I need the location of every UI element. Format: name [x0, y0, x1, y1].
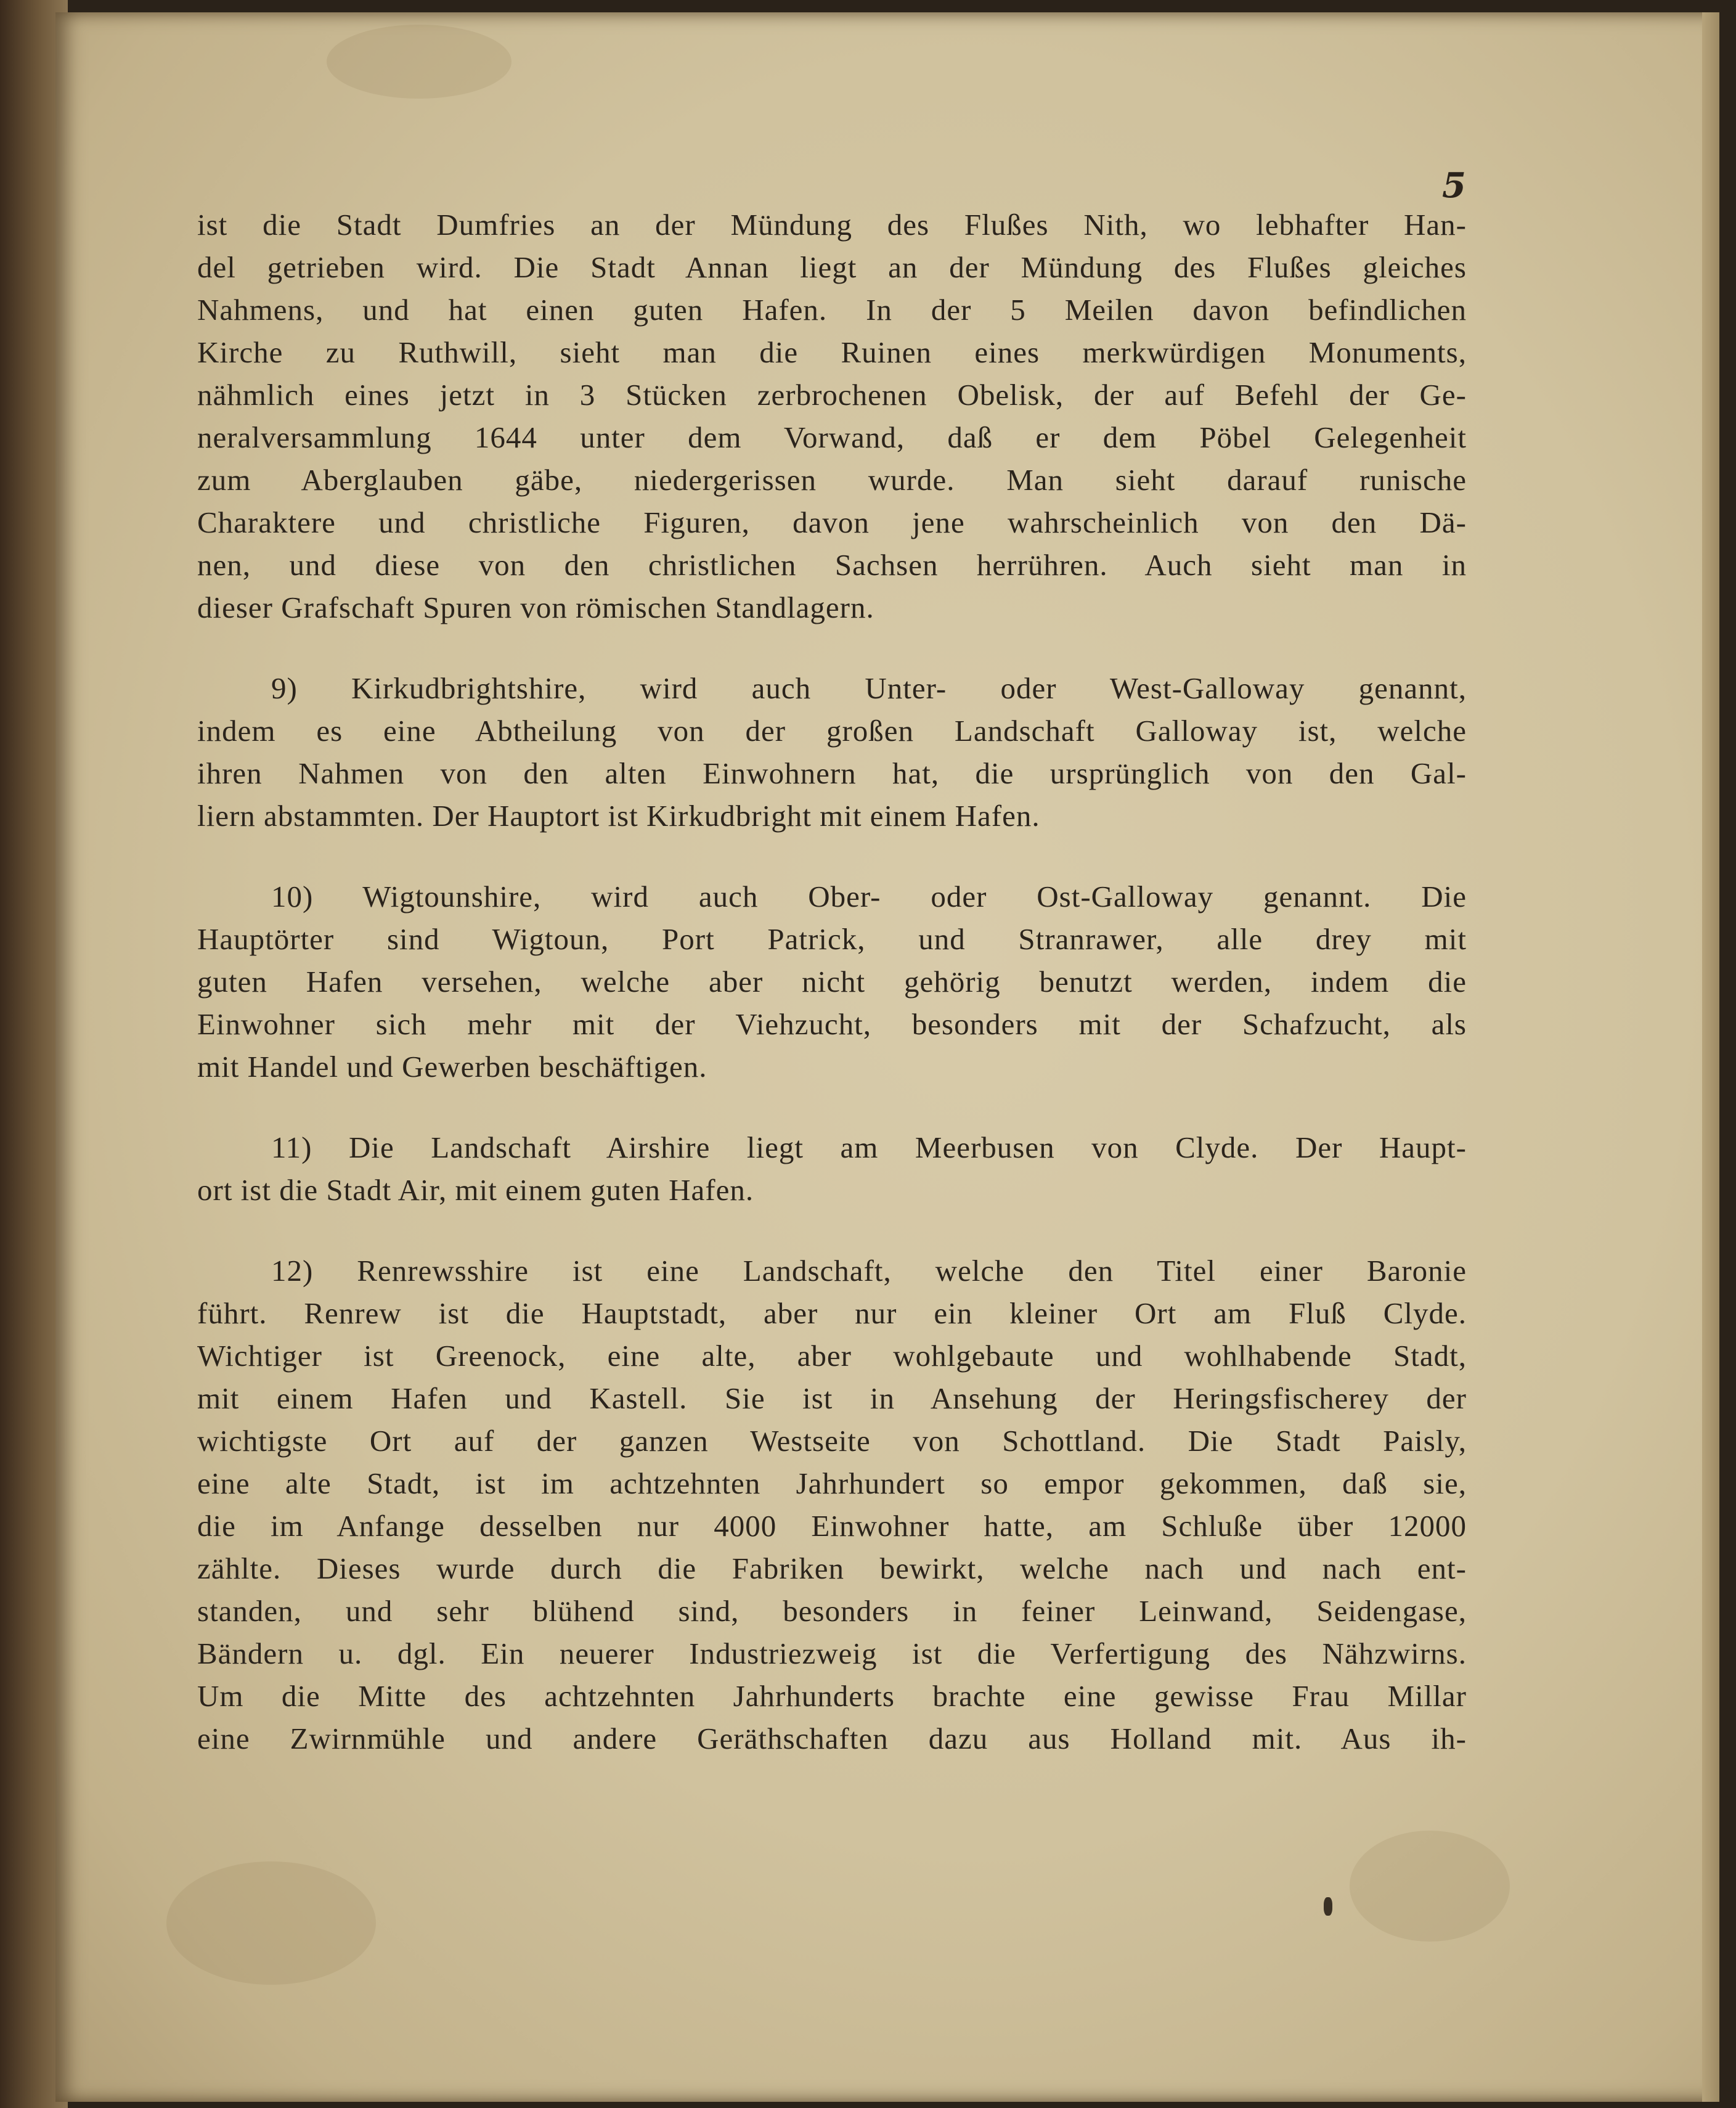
text-line: dieser Grafschaft Spuren von römischen Standlagern. — [197, 590, 874, 624]
page-number: 5 — [1442, 165, 1466, 206]
text-line: Um die Mitte des achtzehnten Jahrhunderts brachte eine gewisse Frau Millar — [197, 1679, 1467, 1713]
text-line: eine Zwirnmühle und andere Geräthschaften dazu aus Holland mit. Aus ih- — [197, 1722, 1467, 1755]
text-line: nähmlich eines jetzt in 3 Stücken zerbrochenen Obelisk, der auf Befehl der Ge- — [197, 378, 1467, 412]
text-line: indem es eine Abtheilung von der großen Landschaft Galloway ist, welche — [197, 714, 1467, 748]
text-line: 9) Kirkudbrightshire, wird auch Unter- oder West-Galloway genannt, — [271, 671, 1467, 705]
paper-stain — [166, 1861, 376, 1985]
ink-mark — [1324, 1897, 1332, 1916]
text-line: Einwohner sich mehr mit der Viehzucht, besonders mit der Schafzucht, als — [197, 1007, 1467, 1041]
paragraph-airshire — [197, 1126, 1467, 1211]
text-line: nen, und diese von den christlichen Sachsen herrühren. Auch sieht man in — [197, 548, 1467, 582]
text-line: ist die Stadt Dumfries an der Mündung des Flußes Nith, wo lebhafter Han- — [197, 208, 1467, 242]
text-line: Charaktere und christliche Figuren, davon jene wahrscheinlich von den Dä- — [197, 505, 1467, 539]
text-line: eine alte Stadt, ist im achtzehnten Jahrhundert so empor gekommen, daß sie, — [197, 1466, 1467, 1500]
text-line: standen, und sehr blühend sind, besonders in feiner Leinwand, Seidengase, — [197, 1594, 1467, 1628]
text-line: guten Hafen versehen, welche aber nicht gehörig benutzt werden, indem die — [197, 965, 1467, 999]
page-edge — [1702, 12, 1719, 2102]
text-line: Nahmens, und hat einen guten Hafen. In der 5 Meilen davon befindlichen — [197, 293, 1467, 327]
text-line: zählte. Dieses wurde durch die Fabriken bewirkt, welche nach und nach ent- — [197, 1551, 1467, 1585]
text-line: Wichtiger ist Greenock, eine alte, aber wohlgebaute und wohlhabende Stadt, — [197, 1339, 1467, 1373]
paper-stain — [1350, 1831, 1510, 1942]
text-line: Hauptörter sind Wigtoun, Port Patrick, und Stranrawer, alle drey mit — [197, 922, 1467, 956]
text-line: liern abstammten. Der Hauptort ist Kirkudbright mit einem Hafen. — [197, 799, 1040, 833]
text-line: del getrieben wird. Die Stadt Annan liegt an der Mündung des Flußes gleiches — [197, 250, 1467, 284]
paragraph-dumfries — [197, 203, 1467, 629]
text-line: mit Handel und Gewerben beschäftigen. — [197, 1050, 707, 1084]
text-line: 12) Renrewsshire ist eine Landschaft, welche den Titel einer Baronie — [271, 1254, 1467, 1288]
text-line: 11) Die Landschaft Airshire liegt am Meerbusen von Clyde. Der Haupt- — [271, 1130, 1467, 1164]
text-line: wichtigste Ort auf der ganzen Westseite von Schottland. Die Stadt Paisly, — [197, 1424, 1467, 1458]
text-line: ort ist die Stadt Air, mit einem guten Hafen. — [197, 1173, 754, 1207]
paragraph-gap — [197, 837, 1467, 875]
text-line: mit einem Hafen und Kastell. Sie ist in Ansehung der Heringsfischerey der — [197, 1381, 1467, 1415]
text-line: neralversammlung 1644 unter dem Vorwand, daß er dem Pöbel Gelegenheit — [197, 420, 1467, 454]
paragraph-gap — [197, 629, 1467, 667]
paragraph-gap — [197, 1211, 1467, 1249]
text-line: ihren Nahmen von den alten Einwohnern hat, die ursprünglich von den Gal- — [197, 756, 1467, 790]
text-line: die im Anfange desselben nur 4000 Einwohner hatte, am Schluße über 12000 — [197, 1509, 1467, 1543]
text-line: führt. Renrew ist die Hauptstadt, aber nur ein kleiner Ort am Fluß Clyde. — [197, 1296, 1467, 1330]
paragraph-wigtounshire — [197, 875, 1467, 1088]
body-text — [197, 203, 1467, 1760]
paragraph-gap — [197, 1088, 1467, 1126]
text-line: Bändern u. dgl. Ein neuerer Industriezweig ist die Verfertigung des Nähzwirns. — [197, 1636, 1467, 1670]
text-line: 10) Wigtounshire, wird auch Ober- oder Ost-Galloway genannt. Die — [271, 880, 1467, 913]
paragraph-renrewsshire — [197, 1249, 1467, 1760]
text-line: Kirche zu Ruthwill, sieht man die Ruinen eines merkwürdigen Monuments, — [197, 335, 1467, 369]
paper-stain — [327, 25, 511, 99]
text-line: zum Aberglauben gäbe, niedergerissen wurde. Man sieht darauf runische — [197, 463, 1467, 497]
paragraph-kirkudbrightshire — [197, 667, 1467, 837]
